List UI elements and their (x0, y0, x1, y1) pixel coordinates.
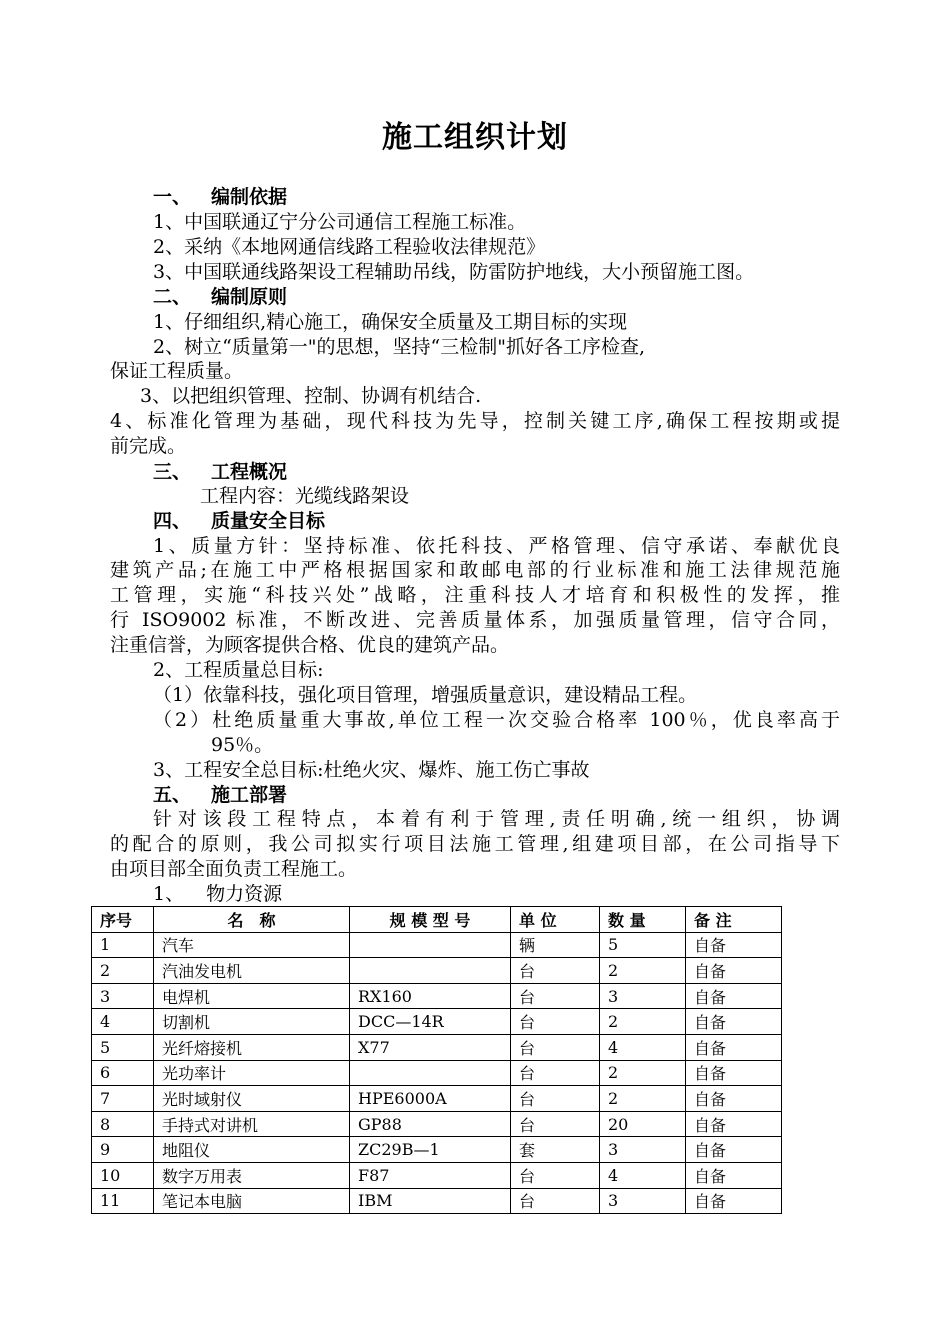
cell-unit: 台 (511, 1188, 600, 1214)
col-header-name: 名 称 (154, 907, 350, 933)
section-number: 二、 (153, 286, 192, 308)
basis-item-2: 2、采纳《本地网通信线路工程验收法律规范》 (153, 236, 546, 258)
cell-unit: 套 (511, 1137, 600, 1163)
page-title: 施工组织计划 (382, 120, 568, 155)
table-row (92, 1111, 782, 1137)
principle-item-4: 4、标准化管理为基础，现代科技为先导，控制关键工序,确保工程按期或提 (110, 410, 840, 432)
section-heading-1 (153, 184, 287, 210)
section-number: 三、 (153, 461, 192, 483)
cell-name: 电焊机 (154, 983, 350, 1009)
cell-index: 5 (92, 1034, 154, 1060)
quality-policy-line-5: 注重信誉，为顾客提供合格、优良的建筑产品。 (110, 634, 510, 656)
cell-quantity: 4 (600, 1034, 686, 1060)
table-row (92, 1162, 782, 1188)
cell-model: X77 (350, 1034, 511, 1060)
quality-goal-2: （2）杜绝质量重大事故,单位工程一次交验合格率 100％，优良率高于 (153, 709, 840, 731)
cell-note: 自备 (686, 983, 782, 1009)
equipment-table (91, 906, 782, 1214)
cell-unit: 台 (511, 983, 600, 1009)
cell-index: 11 (92, 1188, 154, 1214)
quality-policy-line-3: 工管理，实施“科技兴处”战略，注重科技人才培育和积极性的发挥，推 (110, 584, 840, 606)
col-header-model: 规 模 型 号 (350, 907, 511, 933)
cell-quantity: 5 (600, 932, 686, 958)
quality-policy-line-1: 1、质量方针：坚持标准、依托科技、严格管理、信守承诺、奉献优良 (153, 535, 840, 557)
cell-note: 自备 (686, 1188, 782, 1214)
quality-policy-line-4: 行 ISO9002 标准，不断改进、完善质量体系，加强质量管理，信守合同， (110, 609, 840, 631)
cell-model: F87 (350, 1162, 511, 1188)
cell-name: 光纤熔接机 (154, 1034, 350, 1060)
table-row (92, 1034, 782, 1060)
principle-item-2-cont: 保证工程质量。 (110, 360, 244, 382)
cell-unit: 辆 (511, 932, 600, 958)
table-body (92, 932, 782, 1214)
cell-model: DCC—14R (350, 1009, 511, 1035)
quality-goal-2-cont: 95％。 (211, 734, 274, 756)
section-title: 工程概况 (211, 461, 288, 483)
cell-quantity: 2 (600, 958, 686, 984)
cell-quantity: 2 (600, 1009, 686, 1035)
cell-note: 自备 (686, 958, 782, 984)
cell-index: 6 (92, 1060, 154, 1086)
cell-name: 汽车 (154, 932, 350, 958)
cell-unit: 台 (511, 1162, 600, 1188)
table-header-row (92, 907, 782, 933)
cell-index: 8 (92, 1111, 154, 1137)
cell-model: ZC29B—1 (350, 1137, 511, 1163)
cell-note: 自备 (686, 1162, 782, 1188)
cell-model: GP88 (350, 1111, 511, 1137)
cell-model (350, 958, 511, 984)
table-row (92, 958, 782, 984)
section-heading-4 (153, 508, 325, 534)
cell-quantity: 2 (600, 1086, 686, 1112)
cell-unit: 台 (511, 1009, 600, 1035)
section-title: 编制原则 (211, 286, 288, 308)
cell-index: 7 (92, 1086, 154, 1112)
safety-goal: 3、工程安全总目标:杜绝火灾、爆炸、施工伤亡事故 (153, 759, 590, 781)
cell-unit: 台 (511, 1111, 600, 1137)
principle-item-4-cont: 前完成。 (110, 435, 187, 457)
cell-index: 4 (92, 1009, 154, 1035)
principle-item-3: 3、以把组织管理、控制、协调有机结合. (140, 385, 482, 407)
table-row (92, 1086, 782, 1112)
cell-note: 自备 (686, 1137, 782, 1163)
cell-note: 自备 (686, 1060, 782, 1086)
cell-name: 光功率计 (154, 1060, 350, 1086)
cell-quantity: 2 (600, 1060, 686, 1086)
cell-unit: 台 (511, 1060, 600, 1086)
cell-quantity: 4 (600, 1162, 686, 1188)
cell-note: 自备 (686, 1111, 782, 1137)
cell-name: 汽油发电机 (154, 958, 350, 984)
cell-note: 自备 (686, 1009, 782, 1035)
quality-goal-heading: 2、工程质量总目标: (153, 659, 324, 681)
cell-model: HPE6000A (350, 1086, 511, 1112)
section-number: 一、 (153, 186, 192, 208)
table-row (92, 932, 782, 958)
cell-index: 3 (92, 983, 154, 1009)
col-header-index: 序号 (92, 907, 154, 933)
resources-heading (153, 881, 282, 907)
col-header-unit: 单 位 (511, 907, 600, 933)
table-row (92, 1009, 782, 1035)
cell-name: 光时域射仪 (154, 1086, 350, 1112)
cell-note: 自备 (686, 932, 782, 958)
col-header-quantity: 数 量 (600, 907, 686, 933)
quality-policy-line-2: 建筑产品;在施工中严格根据国家和敢邮电部的行业标准和施工法律规范施 (110, 559, 840, 581)
section-title: 编制依据 (211, 186, 288, 208)
section-title: 质量安全目标 (211, 510, 326, 532)
quality-goal-1: （1）依靠科技，强化项目管理，增强质量意识，建设精品工程。 (153, 684, 698, 706)
cell-unit: 台 (511, 958, 600, 984)
deployment-line-1: 针对该段工程特点，本着有利于管理,责任明确,统一组织，协调 (153, 808, 840, 830)
deployment-line-3: 由项目部全面负责工程施工。 (110, 858, 358, 880)
cell-unit: 台 (511, 1034, 600, 1060)
cell-index: 10 (92, 1162, 154, 1188)
section-heading-3 (153, 459, 287, 485)
cell-note: 自备 (686, 1086, 782, 1112)
table-row (92, 1060, 782, 1086)
section-number: 五、 (153, 784, 192, 806)
cell-note: 自备 (686, 1034, 782, 1060)
cell-index: 1 (92, 932, 154, 958)
basis-item-3: 3、中国联通线路架设工程辅助吊线，防雷防护地线，大小预留施工图。 (153, 261, 755, 283)
col-header-note: 备 注 (686, 907, 782, 933)
project-content: 工程内容：光缆线路架设 (200, 485, 410, 507)
basis-item-1: 1、中国联通辽宁分公司通信工程施工标准。 (153, 211, 527, 233)
cell-name: 地阻仪 (154, 1137, 350, 1163)
cell-quantity: 3 (600, 1188, 686, 1214)
section-heading-5 (153, 782, 287, 808)
cell-name: 数字万用表 (154, 1162, 350, 1188)
table-row (92, 983, 782, 1009)
cell-name: 笔记本电脑 (154, 1188, 350, 1214)
section-heading-2 (153, 284, 287, 310)
cell-index: 2 (92, 958, 154, 984)
subsection-number: 1、 (153, 883, 185, 905)
cell-unit: 台 (511, 1086, 600, 1112)
cell-index: 9 (92, 1137, 154, 1163)
cell-model: IBM (350, 1188, 511, 1214)
principle-item-2: 2、树立“质量第一"的思想，坚持“三检制"抓好各工序检查, (153, 336, 646, 358)
deployment-line-2: 的配合的原则，我公司拟实行项目法施工管理,组建项目部，在公司指导下 (110, 833, 840, 855)
cell-quantity: 20 (600, 1111, 686, 1137)
cell-quantity: 3 (600, 1137, 686, 1163)
table-row (92, 1188, 782, 1214)
cell-model (350, 932, 511, 958)
cell-model: RX160 (350, 983, 511, 1009)
section-title: 施工部署 (211, 784, 288, 806)
cell-quantity: 3 (600, 983, 686, 1009)
cell-name: 手持式对讲机 (154, 1111, 350, 1137)
table-row (92, 1137, 782, 1163)
subsection-title: 物力资源 (206, 883, 283, 905)
principle-item-1: 1、仔细组织,精心施工，确保安全质量及工期目标的实现 (153, 311, 628, 333)
section-number: 四、 (153, 510, 192, 532)
cell-name: 切割机 (154, 1009, 350, 1035)
cell-model (350, 1060, 511, 1086)
